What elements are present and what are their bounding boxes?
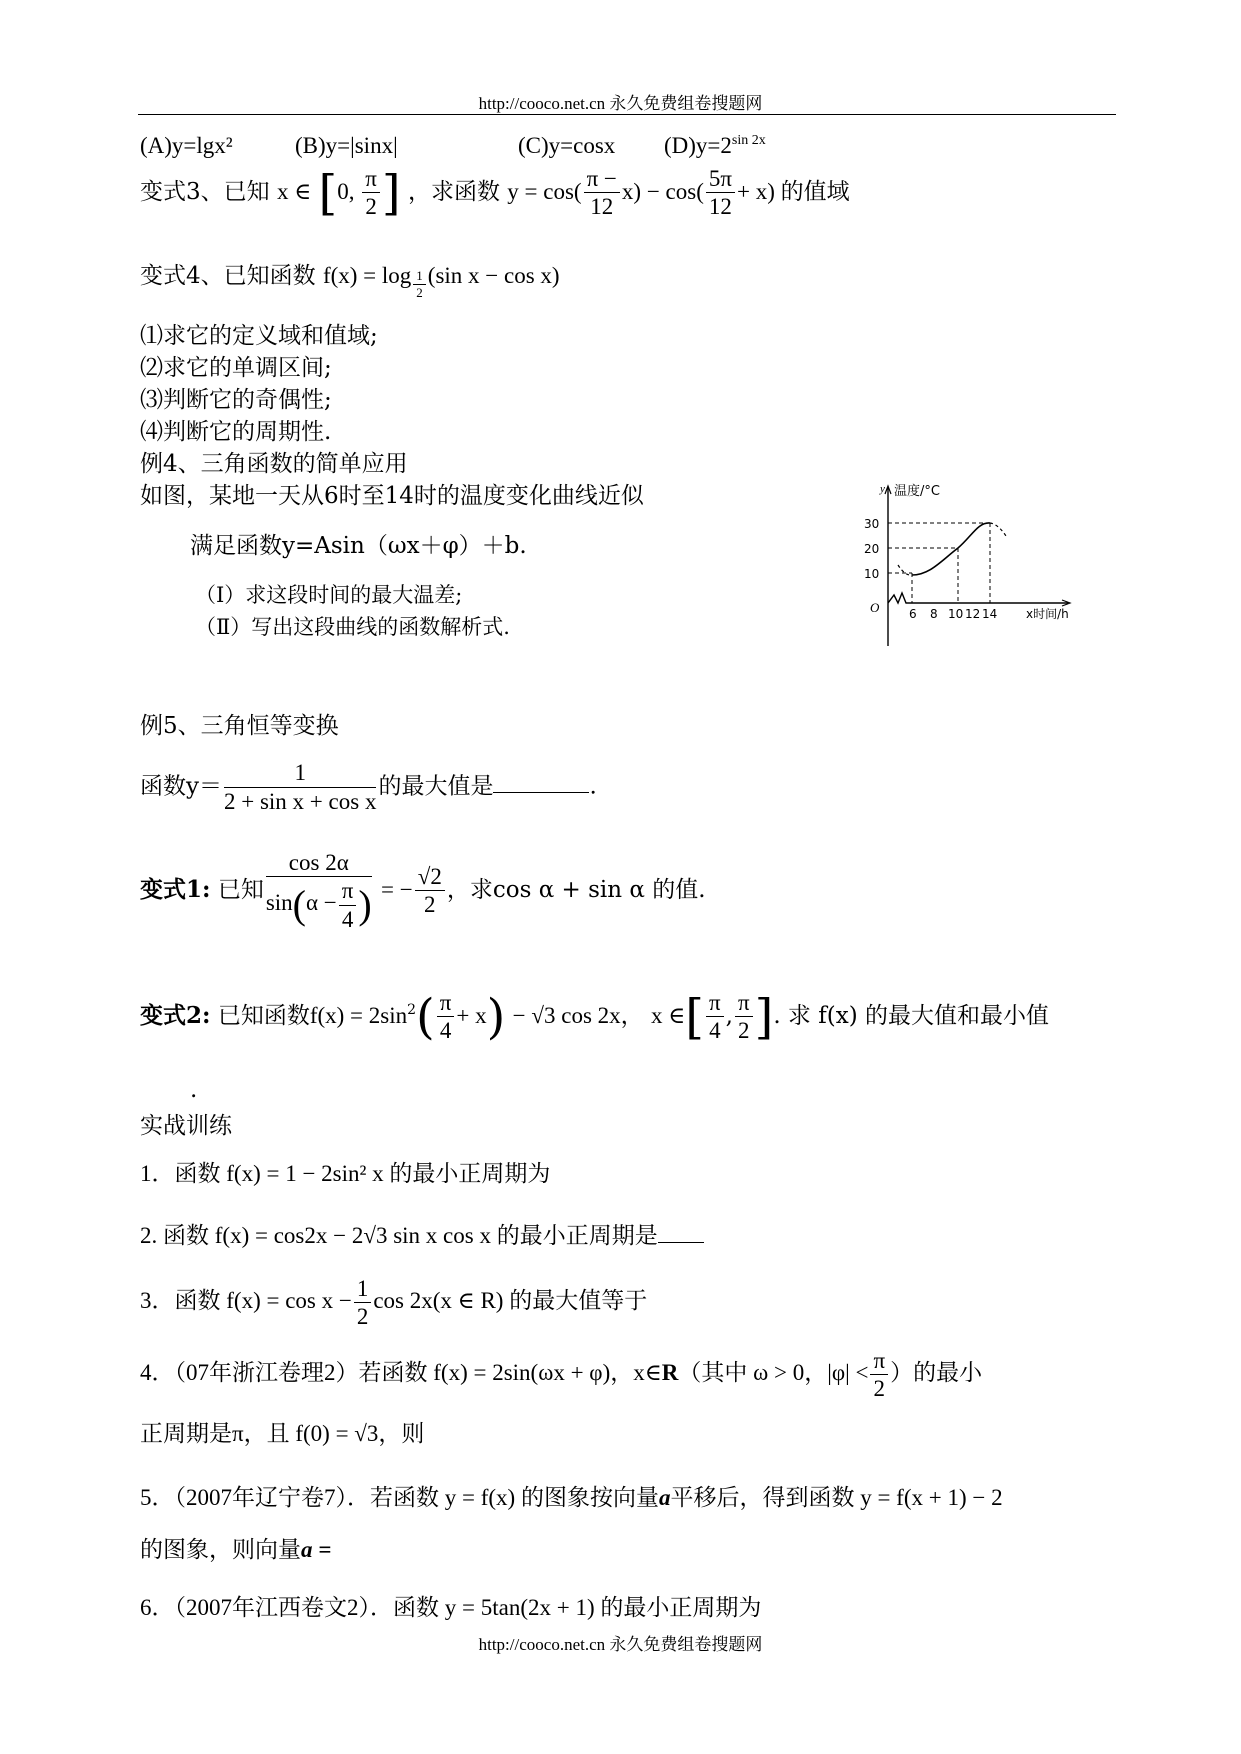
variant-4-func: f(x) = log (322, 263, 412, 288)
answer-blank[interactable] (658, 1224, 704, 1243)
frac-num: 1 (413, 269, 426, 285)
pi-over-4 (339, 878, 357, 932)
frac-den: 2 (424, 892, 436, 918)
curve-end-dashed (990, 523, 1006, 536)
practice-5 (140, 1484, 1003, 1513)
vector-a-eq: a = (301, 1537, 332, 1562)
example-5-end: . (589, 773, 597, 800)
frac-den: 2 (873, 1376, 886, 1402)
bianshi-2-trail: . (190, 1077, 198, 1103)
temperature-figure (858, 478, 1084, 648)
frac-num: 1 (354, 1276, 372, 1303)
page-header: http://cooco.net.cn 永久免费组卷搜题网 (478, 94, 763, 113)
variant-3-func-c: + x) 的值域 (736, 178, 850, 204)
variant-3-label: 变式3、已知 (140, 178, 270, 205)
x-tick-label: 8 (930, 607, 938, 621)
frac-num: π (339, 878, 357, 905)
bianshi-2-ask: . 求 f(x) 的最大值和最小值 (773, 1002, 1049, 1029)
right-paren: ) (358, 882, 372, 928)
curve-start-dashed (898, 565, 912, 575)
frac-num: cos 2α (266, 850, 372, 877)
practice-4-b: （其中 ω > 0，|φ| < (678, 1360, 869, 1386)
bianshi-1-eq: = − (381, 876, 413, 902)
bianshi-2-rest: − √3 cos 2x， (512, 1002, 644, 1028)
variant-4-item: ⑴求它的定义域和值域; (140, 323, 378, 349)
y-tick-label: 10 (864, 567, 880, 581)
example-5-fraction (224, 760, 376, 815)
practice-title: 实战训练 (140, 1113, 232, 1139)
right-bracket: ] (381, 164, 401, 221)
frac-num: π − (584, 166, 620, 193)
bianshi-1-text: 已知 (217, 876, 264, 903)
bianshi-1 (140, 850, 706, 932)
option-d-base: (D)y=2 (664, 133, 732, 158)
frac-num: π (870, 1348, 888, 1375)
practice-5-b: 平移后，得到函数 y = f(x + 1) − 2 (670, 1485, 1003, 1510)
bianshi-2-text: 已知函数 (217, 1002, 310, 1029)
vector-a: a (658, 1485, 671, 1510)
answer-blank[interactable] (493, 774, 589, 793)
example-5-func-label: 函数y＝ (140, 773, 222, 800)
log-base (413, 269, 426, 301)
frac-den: 2 (416, 285, 423, 300)
variant-3-cond: x ∈ (276, 178, 312, 204)
practice-3-b: cos 2x(x ∈ R) 的最大值等于 (373, 1288, 648, 1314)
variant-3-ask: ，求函数 (407, 178, 500, 205)
option-c: (C)y=cosx (518, 133, 616, 158)
frac-den (266, 877, 372, 932)
variant-4 (140, 262, 560, 300)
practice-1: 1．函数 f(x) = 1 − 2sin² x 的最小正周期为 (140, 1161, 551, 1186)
frac-den: 2 (356, 1304, 369, 1330)
practice-4 (140, 1348, 982, 1402)
left-paren: ( (292, 882, 306, 928)
pi-over-4 (706, 990, 724, 1044)
example-4-line1: 如图，某地一天从6时至14时的温度变化曲线近似 (140, 483, 644, 509)
frac-num: 5π (706, 166, 735, 193)
practice-2-text: 2. 函数 f(x) = cos2x − 2√3 sin x cos x 的最小正周期是 (140, 1223, 658, 1248)
x-axis (888, 593, 1068, 603)
practice-5-line2 (140, 1536, 331, 1565)
variant-3-func-a: y = cos( (507, 178, 582, 204)
example-5-ask: 的最大值是 (378, 773, 494, 800)
pi-over-4 (437, 990, 455, 1044)
practice-5-a: 5．（2007年辽宁卷7）．若函数 y = f(x) 的图象按向量 (140, 1485, 659, 1510)
frac-den: 2 (738, 1018, 750, 1044)
page-footer: http://cooco.net.cn 永久免费组卷搜题网 (478, 1635, 763, 1654)
frac-num: √2 (415, 864, 445, 891)
practice-4-c: ）的最小 (890, 1360, 983, 1386)
frac-den: 4 (341, 906, 354, 932)
variant-3-func-b: x) − cos( (621, 178, 704, 204)
frac-den: 4 (709, 1018, 721, 1044)
x-tick-label: 10 (948, 607, 964, 621)
left-bracket: [ (685, 988, 705, 1045)
bianshi-1-fraction (266, 850, 372, 932)
bianshi-2: 变式2: 已知函数$f(x) = 2\sin^2$( $\frac{\pi}{4}$ + x) − √3 cos 2x， x ∈[ $\frac{\pi}{4}$ , $\frac{\pi}{2}$ ]. 求 f(x) 的最大值和最小值 (140, 988, 1049, 1045)
variant-4-item: ⑷判断它的周期性. (140, 419, 332, 445)
practice-3 (140, 1276, 647, 1330)
frac-num: π (735, 990, 753, 1017)
practice-4-a: 4．（07年浙江卷理2）若函数 f(x) = 2sin(ωx + φ)，x∈ (140, 1360, 662, 1386)
left-bracket: [ (318, 164, 338, 221)
pi-over-2 (362, 166, 380, 220)
y-axis-label: 温度/°C (894, 484, 940, 499)
frac-den: 2 (365, 194, 377, 220)
example-4-q2: （Ⅱ）写出这段曲线的函数解析式. (195, 615, 510, 639)
den-func: sin (265, 890, 293, 916)
practice-2 (140, 1222, 704, 1251)
temperature-graph (858, 478, 1084, 648)
frac-num: 1 (224, 760, 376, 788)
bianshi-2-label: 变式2: (140, 1001, 211, 1029)
left-paren: ( (416, 988, 435, 1045)
option-d (664, 132, 766, 161)
practice-3-a: 3．函数 f(x) = cos x − (140, 1288, 352, 1314)
variant-4-label: 变式4、已知函数 (140, 263, 316, 289)
bianshi-2-x-in: x ∈ (651, 1002, 686, 1028)
frac-num: π (362, 166, 380, 193)
plus-x: + x (456, 1002, 487, 1028)
interval-left: 0, (337, 178, 361, 204)
sqrt2-over-2 (415, 864, 445, 918)
example-4-title: 例4、三角函数的简单应用 (140, 451, 408, 477)
header-rule (138, 114, 1116, 115)
temperature-curve (912, 523, 990, 575)
pi-over-12 (584, 166, 620, 220)
x-tick-label: 14 (982, 607, 998, 621)
frac-den: 2 + sin x + cos x (224, 789, 377, 815)
frac-den: 12 (708, 194, 732, 220)
square-exponent: 2 (407, 1001, 417, 1018)
variant-4-arg: (sin x − cos x) (427, 263, 560, 288)
frac-den: 4 (439, 1018, 452, 1044)
pi-over-2 (870, 1348, 888, 1402)
practice-5-line2-a: 的图象，则向量 (140, 1537, 301, 1562)
practice-6: 6．（2007年江西卷文2）．函数 y = 5tan(2x + 1) 的最小正周期为 (140, 1595, 762, 1620)
five-pi-over-12 (706, 166, 735, 220)
pi-over-2 (735, 990, 753, 1044)
frac-num: π (437, 990, 455, 1017)
x-tick-label: 12 (965, 607, 981, 621)
y-tick-label: 30 (864, 517, 880, 531)
real-set: R (661, 1360, 679, 1386)
frac-den: 12 (590, 194, 614, 220)
right-paren: ) (486, 988, 506, 1045)
x-tick-label: 6 (909, 607, 917, 621)
one-half (354, 1276, 372, 1330)
origin-label: O (870, 600, 880, 615)
variant-4-item: ⑵求它的单调区间; (140, 355, 332, 381)
right-bracket: ] (754, 988, 774, 1045)
y-tick-label: 20 (864, 542, 880, 556)
variant-3 (140, 166, 850, 220)
y-axis-letter: y (880, 483, 885, 495)
option-b: (B)y=|sinx| (295, 133, 398, 158)
example-4-line2: 满足函数y=Asin（ωx＋φ）＋b. (190, 533, 527, 559)
example-5-title: 例5、三角恒等变换 (140, 713, 339, 739)
option-a: (A)y=lgx² (140, 133, 233, 158)
example-4-q1: （Ⅰ）求这段时间的最大温差; (195, 583, 463, 607)
bianshi-1-ask: ，求cos α + sin α 的值. (446, 876, 706, 903)
den-alpha: α − (305, 890, 337, 916)
practice-4-line2: 正周期是π，且 f(0) = √3，则 (140, 1421, 425, 1446)
bianshi-1-label: 变式1: (140, 875, 211, 903)
option-d-exponent: sin 2x (731, 133, 766, 148)
example-5-problem (140, 760, 597, 815)
variant-4-item: ⑶判断它的奇偶性; (140, 387, 332, 413)
x-axis-label: x时间/h (1026, 607, 1069, 621)
frac-num: π (706, 990, 724, 1017)
bianshi-2-func: f(x) = 2sin (309, 1002, 408, 1028)
